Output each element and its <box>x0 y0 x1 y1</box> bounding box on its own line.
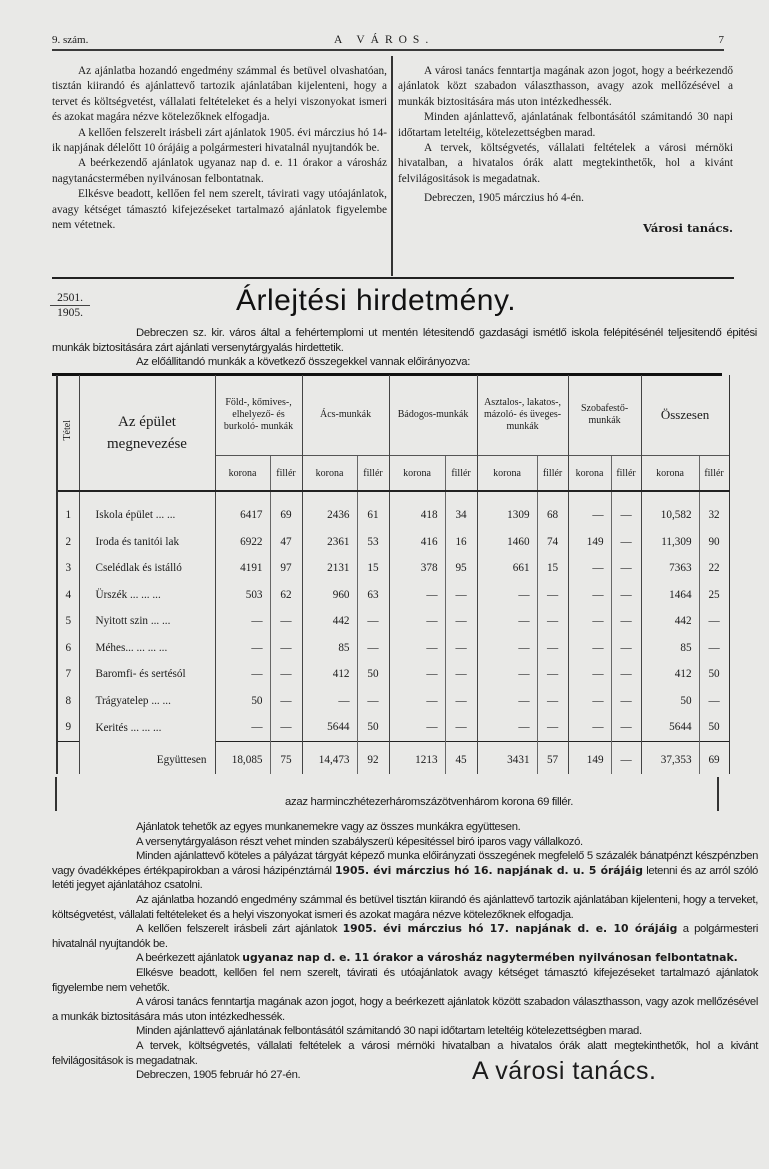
section-rule <box>52 277 734 279</box>
table-row: 3 Cselédlak és istálló 4191 97 2131 15 378 95 661 15 — — 7363 22 <box>57 555 729 582</box>
subheader-korona: korona <box>568 456 611 492</box>
table-row: 9 Kerités ... ... ... — — 5644 50 — — — — — — 5644 50 <box>57 714 729 741</box>
intro-paragraph: Az előállitandó munkák a következő összegekkel vannak előirányozva: <box>136 356 471 368</box>
issue-number: 9. szám. <box>52 34 89 46</box>
column-divider <box>391 56 393 276</box>
paragraph: A versenytárgyaláson részt vehet minden szabályszerü képesitéssel biró iparos vagy vállalkozó. <box>136 835 583 848</box>
notice-title: Árlejtési hirdetmény. <box>236 284 517 317</box>
cost-estimate-table <box>56 375 730 774</box>
cost-table-container <box>56 375 724 774</box>
subheader-filler: fillér <box>445 456 477 492</box>
paragraph: Minden ajánlattevő ajánlatának felbontásától számitandó 30 napi időtartam leteltéig kötelezettségben marad. <box>136 1025 642 1038</box>
running-header <box>52 34 724 48</box>
paragraph: A városi tanács fenntartja magának azon jogot, hogy a beérkezendő ajánlatok közt szabadon választhasson, avagy azok mellőzésével a munkák biztositására más uton intézkedhessék. <box>398 65 733 108</box>
closing <box>52 1057 758 1096</box>
header-rule <box>52 49 724 51</box>
dateline: Debreczen, 1905 márczius hó 4-én. <box>424 192 584 205</box>
paragraph: A kellően felszerelt irásbeli zárt ajánlatok 1905. évi márczius hó 17. napjának d. e. 10 órájáig a polgármesteri hivatalnál nyujtandók be. <box>52 922 759 950</box>
notice-number-top: 2501. <box>50 292 90 306</box>
subheader-filler: fillér <box>270 456 302 492</box>
signature: A városi tanács. <box>472 1057 657 1086</box>
header-item: Tétel <box>57 375 79 491</box>
table-row: 2 Iroda és tanitói lak 6922 47 2361 53 416 16 1460 74 149 — 11,309 90 <box>57 529 729 556</box>
table-row: 5 Nyitott szin ... ... — — 442 — — — — — — — 442 — <box>57 608 729 635</box>
deposit-deadline: 1905. évi márczius hó 16. napjának d. u. 5 órájáig <box>334 863 644 877</box>
signature: Városi tanács. <box>643 220 733 235</box>
subheader-filler: fillér <box>537 456 568 492</box>
paragraph: Elkésve beadott, kellően fel nem szerelt, távirati és utóajánlatok avagy kétséget támasztó kifejezéseket tartalmazó ajánlatok figyelembe nem vehetők. <box>52 966 758 994</box>
paragraph: Minden ajánlattevő köteles a pályázat tárgyát képező munka előirányzati összegének megfelelő 5 százalék bánatpénzt készpénzben vagy óvadékképes értékpapirokban a városi házipénztárnál 1905. évi márczius hó 16. napjának d. u. 5 órájáig letenni és az arról szóló letéti jegyet ajánlatához csatolni. <box>52 850 758 892</box>
notice-number-bottom: 1905. <box>57 307 83 319</box>
notice-number <box>50 292 90 319</box>
upper-right-column <box>398 64 733 236</box>
journal-title: A VÁROS. <box>334 34 435 46</box>
total-in-words: azaz harminczhétezerháromszázötvenhárom korona 69 fillér. <box>285 796 574 808</box>
header-painting: Szobafestő- munkák <box>568 375 641 456</box>
paragraph: Ajánlatok tehetők az egyes munkanemekre vagy az összes munkákra együttesen. <box>136 821 521 833</box>
table-edge-rule <box>55 777 57 811</box>
paragraph: A beérkezendő ajánlatok ugyanaz nap d. e. 11 órakor a városház nagytanácstermében nyilvánosan felbontatnak. <box>52 157 387 185</box>
paragraph: A tervek, költségvetés, vállalati feltételek a városi mérnöki hivatalban a hivatalos órák alatt megtekinthetők, hol a kivánt felvilágositások is megadatnak. <box>52 1039 758 1067</box>
paragraph: Elkésve beadott, kellően fel nem szerelt, távirati vagy utóajánlatok, avagy kétséget támasztó kifejezéseket tartalmazó ajánlatok figyelembe nem vétetnek. <box>52 188 387 232</box>
subheader-korona: korona <box>477 456 537 492</box>
table-body <box>57 492 729 774</box>
paragraph: Minden ajánlattevő, ajánlatának felbontásától számitandó 30 napi időtartam leteltéig, kötelezettségben marad. <box>398 111 733 139</box>
header-earth-masonry: Föld-, kőmives-, elhelyező- és burkoló- munkák <box>215 375 302 456</box>
header-total: Összesen <box>641 375 729 456</box>
notice-body <box>52 820 758 1096</box>
paragraph: Az ajánlatba hozandó engedmény számmal és betüvel olvashatóan, tisztán kiirandó és ajánlattevő tartozik ajánlatában kijelenteni, hogy a tervet és költségvetést, vállalati feltételeket és a helyi viszonyokat ismeri és azokat magára nézve kötelezőknek elfogadja. <box>52 65 387 124</box>
submission-deadline: 1905. évi márczius hó 17. napjának d. e. 10 órájáig <box>342 922 678 936</box>
paragraph: A városi tanács fenntartja magának azon jogot, hogy a beérkezett ajánlatok között szabadon választhasson, vagy azok mellőzésével a munkák biztositására más uton intézkedhessék. <box>52 996 758 1023</box>
table-row: 1 Iskola épület ... ... 6417 69 2436 61 418 34 1309 68 — — 10,582 32 <box>57 492 729 529</box>
header-building-name: Az épület megnevezése <box>79 375 215 491</box>
table-row: 4 Ürszék ... ... ... 503 62 960 63 — — — — — — 1464 25 <box>57 582 729 609</box>
subheader-korona: korona <box>641 456 699 492</box>
intro-paragraph: Debreczen sz. kir. város által a fehértemplomi ut mentén létesitendő gazdasági ismétlő iskola felépitésénél teljesitendő épitési munkák biztositására zárt ajánlati versenytárgyalás hirdettetik. <box>52 327 757 354</box>
page-number: 7 <box>718 34 724 46</box>
paragraph: Az ajánlatba hozandó engedmény számmal és betüvel tisztán kiirandó és ajánlattevő tartozik ajánlatában kijelenteni, hogy a terveket, költségvetést, vállalati feltételeket és a helyi viszonyokat ismeri és azokat magára nézve kötelezőknek elfogadja. <box>52 893 758 921</box>
subheader-filler: fillér <box>611 456 641 492</box>
table-row: 7 Baromfi- és sertésól — — 412 50 — — — — — — 412 50 <box>57 661 729 688</box>
header-tinsmith: Bádogos-munkák <box>389 375 477 456</box>
subheader-filler: fillér <box>699 456 729 492</box>
header-joinery: Asztalos-, lakatos-, mázoló- és üveges-munkák <box>477 375 568 456</box>
subheader-korona: korona <box>215 456 270 492</box>
total-row: Együttesen 18,085 75 14,473 92 1213 45 3431 57 149 — 37,353 69 <box>57 746 729 774</box>
header-carpentry: Ács-munkák <box>302 375 389 456</box>
paragraph: A tervek, költségvetés, vállalati feltételek a városi mérnöki hivatalban, a hivatalos órák alatt megtekinthetők, hol a kivánt felvilágositások is megadatnak. <box>398 142 733 185</box>
table-row: 8 Trágyatelep ... ... 50 — — — — — — — — — 50 — <box>57 688 729 715</box>
paragraph: A beérkezett ajánlatok ugyanaz nap d. e. 11 órakor a városház nagytermében nyilvánosan felbontatnak. <box>136 951 738 965</box>
table-edge-rule <box>717 777 719 811</box>
subheader-korona: korona <box>389 456 445 492</box>
dateline: Debreczen, 1905 február hó 27-én. <box>136 1069 301 1082</box>
opening-time: ugyanaz nap d. e. 11 órakor a városház nagytermében nyilvánosan felbontatnak. <box>242 951 738 965</box>
upper-left-column <box>52 64 387 233</box>
table-row: 6 Méhes... ... ... ... — — 85 — — — — — — — 85 — <box>57 635 729 662</box>
notice-intro <box>52 326 757 370</box>
subheader-korona: korona <box>302 456 357 492</box>
subheader-filler: fillér <box>357 456 389 492</box>
total-label: Együttesen <box>79 746 215 774</box>
paragraph: A kellően felszerelt irásbeli zárt ajánlatok 1905. évi márczius hó 14-ik napjának délelőtt 10 órájáig a polgármesteri hivatalnál nyujtandók be. <box>52 126 387 155</box>
